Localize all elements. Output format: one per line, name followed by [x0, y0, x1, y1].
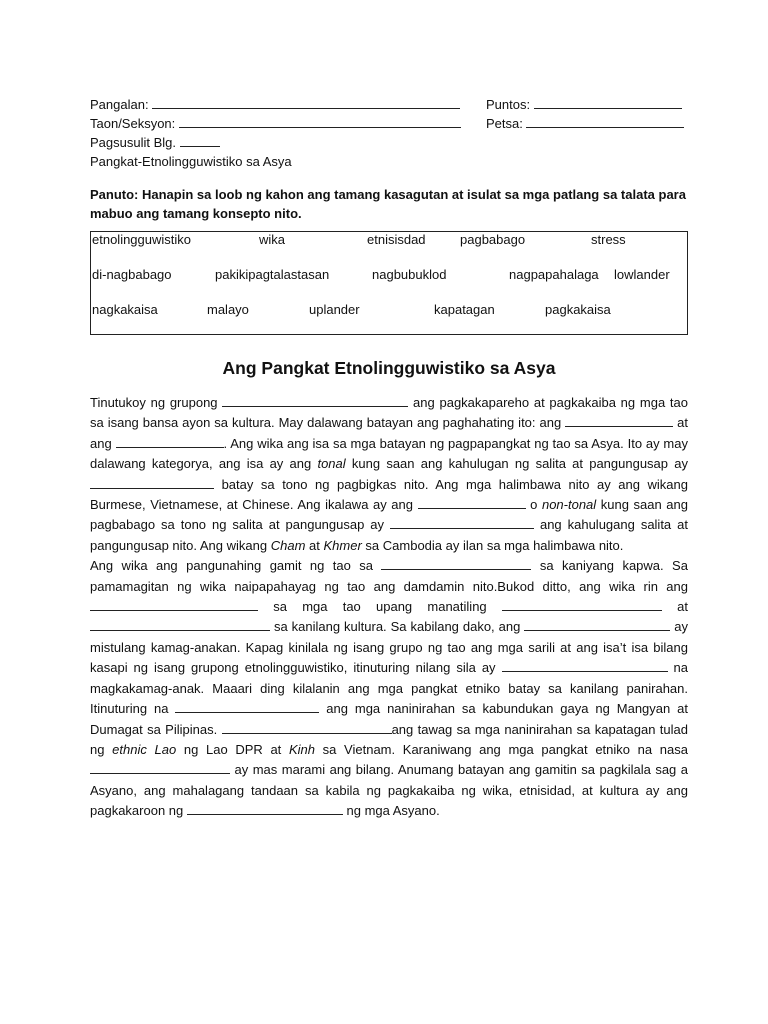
word-bank-item: nagkakaisa: [92, 302, 158, 317]
text-segment-italic: tonal: [317, 456, 346, 472]
word-bank-item: uplander: [309, 302, 360, 317]
score-label: Puntos:: [486, 97, 531, 112]
text-segment: . Ang wika ang isa sa mga batayan ng pagpapangkat ng tao sa Asya. Ito ay may dalawang kategorya, ang isa ay ang: [90, 435, 688, 472]
text-segment: ang pagkakapareho at pagkakaiba ng mga tao sa isang bansa ayon sa kultura. May dalawang batayan ang paghahating ito: ang: [90, 395, 688, 431]
worksheet-page: [90, 95, 688, 822]
answer-blank-15[interactable]: [90, 760, 230, 774]
word-bank-item: pagbabago: [460, 232, 526, 247]
date-line[interactable]: [526, 114, 684, 128]
text-segment: ang kahulugang salita at pangungusap nito. Ang wikang: [90, 517, 688, 553]
answer-blank-9[interactable]: [502, 597, 662, 611]
article-title: Ang Pangkat Etnolingguwistiko sa Asya: [222, 358, 556, 378]
word-bank-item: nagpapahalaga: [509, 267, 599, 282]
paragraph-1: [90, 393, 688, 556]
answer-blank-1[interactable]: [222, 393, 408, 407]
text-segment: Ang wika ang pangunahing gamit ng tao sa: [90, 558, 373, 574]
answer-blank-2[interactable]: [565, 413, 673, 427]
text-segment-italic: ethnic Lao: [112, 741, 177, 757]
quiz-number-line[interactable]: [180, 133, 220, 147]
header-row-1: [90, 95, 688, 114]
text-segment: ang tawag sa mga naninirahan sa kapatagan tulad ng: [90, 721, 688, 757]
text-segment-italic: non-tonal: [541, 497, 597, 513]
text-segment-italic: Cham: [270, 537, 306, 553]
text-segment: ng mga Asyano.: [346, 803, 440, 819]
text-segment: sa Cambodia ay ilan sa mga halimbawa nito.: [365, 537, 624, 553]
word-bank-item: stress: [591, 232, 626, 247]
name-line[interactable]: [152, 95, 460, 109]
answer-blank-3[interactable]: [116, 434, 224, 448]
year-section-line[interactable]: [179, 114, 461, 128]
text-segment: o: [530, 497, 538, 513]
word-bank-item: etnisisdad: [367, 232, 426, 247]
header-row-4: [90, 152, 688, 171]
answer-blank-12[interactable]: [502, 658, 668, 672]
text-segment-italic: Khmer: [323, 537, 362, 553]
answer-blank-16[interactable]: [187, 801, 343, 815]
text-segment: ng Lao DPR at: [183, 741, 282, 757]
instructions: Panuto: Hanapin sa loob ng kahon ang tamang kasagutan at isulat sa mga patlang sa talata para mabuo ang tamang konsepto nito.: [90, 187, 686, 221]
text-segment: sa Vietnam. Karaniwang ang mga pangkat etniko na nasa: [322, 741, 688, 757]
text-segment: ay mas marami ang bilang. Anumang batayan ang gamitin sa pagkilala sag a Asyano, ang mahalagang tandaan sa kabila ng pagkakaiba ng wika, etnisidad, at kultura ay ang pagkakaroon ng: [90, 762, 688, 819]
answer-blank-5[interactable]: [418, 495, 526, 509]
word-bank-item: lowlander: [614, 267, 670, 282]
text-segment: at: [309, 537, 320, 553]
word-bank-box: [90, 231, 688, 335]
name-label: Pangalan:: [90, 97, 149, 112]
word-bank-item: etnolingguwistiko: [92, 232, 192, 247]
answer-blank-14[interactable]: [222, 720, 392, 734]
year-section-label: Taon/Seksyon:: [90, 116, 176, 131]
text-segment: sa mga tao upang manatiling: [273, 599, 487, 615]
word-bank-item: nagbubuklod: [372, 267, 447, 282]
article-body: [90, 393, 688, 822]
text-segment: Tinutukoy ng grupong: [90, 395, 218, 410]
header-row-2: [90, 114, 688, 133]
text-segment: na magkakamag-anak. Maaari ding kilalanin ang mga pangkat etniko batay sa kanilang panirahan. Itinuturing na: [90, 660, 688, 717]
quiz-label: Pagsusulit Blg.: [90, 135, 176, 150]
word-bank-item: pakikipagtalastasan: [215, 267, 330, 282]
text-segment: ay mistulang kamag-anakan. Kapag kinilala ng isang grupo ng tao ang mga sarili at ang isa’t isa bilang kasapi ng isang grupong etnolingguwistiko, itinuturing nilang sila ay: [90, 619, 688, 676]
text-segment: kung saan ang pagbabago sa tono ng salita at pangungusap ay: [90, 497, 688, 533]
word-bank-item: pagkakaisa: [545, 302, 611, 317]
word-bank-item: kapatagan: [434, 302, 495, 317]
answer-blank-11[interactable]: [524, 617, 670, 631]
topic-label: Pangkat-Etnolingguwistiko sa Asya: [90, 154, 292, 169]
text-segment: at: [677, 599, 688, 615]
word-bank-item: di-nagbabago: [92, 267, 172, 282]
score-line[interactable]: [534, 95, 682, 109]
text-segment: kung saan ang kahulugan ng salita at pangungusap ay: [351, 456, 688, 472]
paragraph-2: [90, 556, 688, 821]
answer-blank-7[interactable]: [381, 556, 531, 570]
date-label: Petsa:: [486, 116, 523, 131]
text-segment: ang mga naninirahan sa kabundukan gaya ng Mangyan at Dumagat sa Pilipinas.: [90, 701, 688, 737]
text-segment: batay sa tono ng pagbigkas nito. Ang mga halimbawa nito ay ang wikang Burmese, Vietnamese, at Chinese. Ang ikalawa ay ang: [90, 476, 688, 513]
answer-blank-6[interactable]: [390, 515, 534, 529]
text-segment: sa kanilang kultura. Sa kabilang dako, ang: [273, 619, 521, 635]
text-segment: sa kaniyang kapwa. Sa pamamagitan ng wika naipapahayag ng tao ang damdamin nito.Bukod ditto, ang wika rin ang: [90, 558, 688, 594]
answer-blank-13[interactable]: [175, 699, 319, 713]
answer-blank-8[interactable]: [90, 597, 258, 611]
text-segment: at ang: [90, 415, 689, 451]
text-segment-italic: Kinh: [288, 741, 315, 757]
header-row-3: [90, 133, 688, 152]
answer-blank-4[interactable]: [90, 475, 214, 489]
answer-blank-10[interactable]: [90, 617, 270, 631]
word-bank-item: malayo: [207, 302, 249, 317]
word-bank-item: wika: [259, 232, 286, 247]
